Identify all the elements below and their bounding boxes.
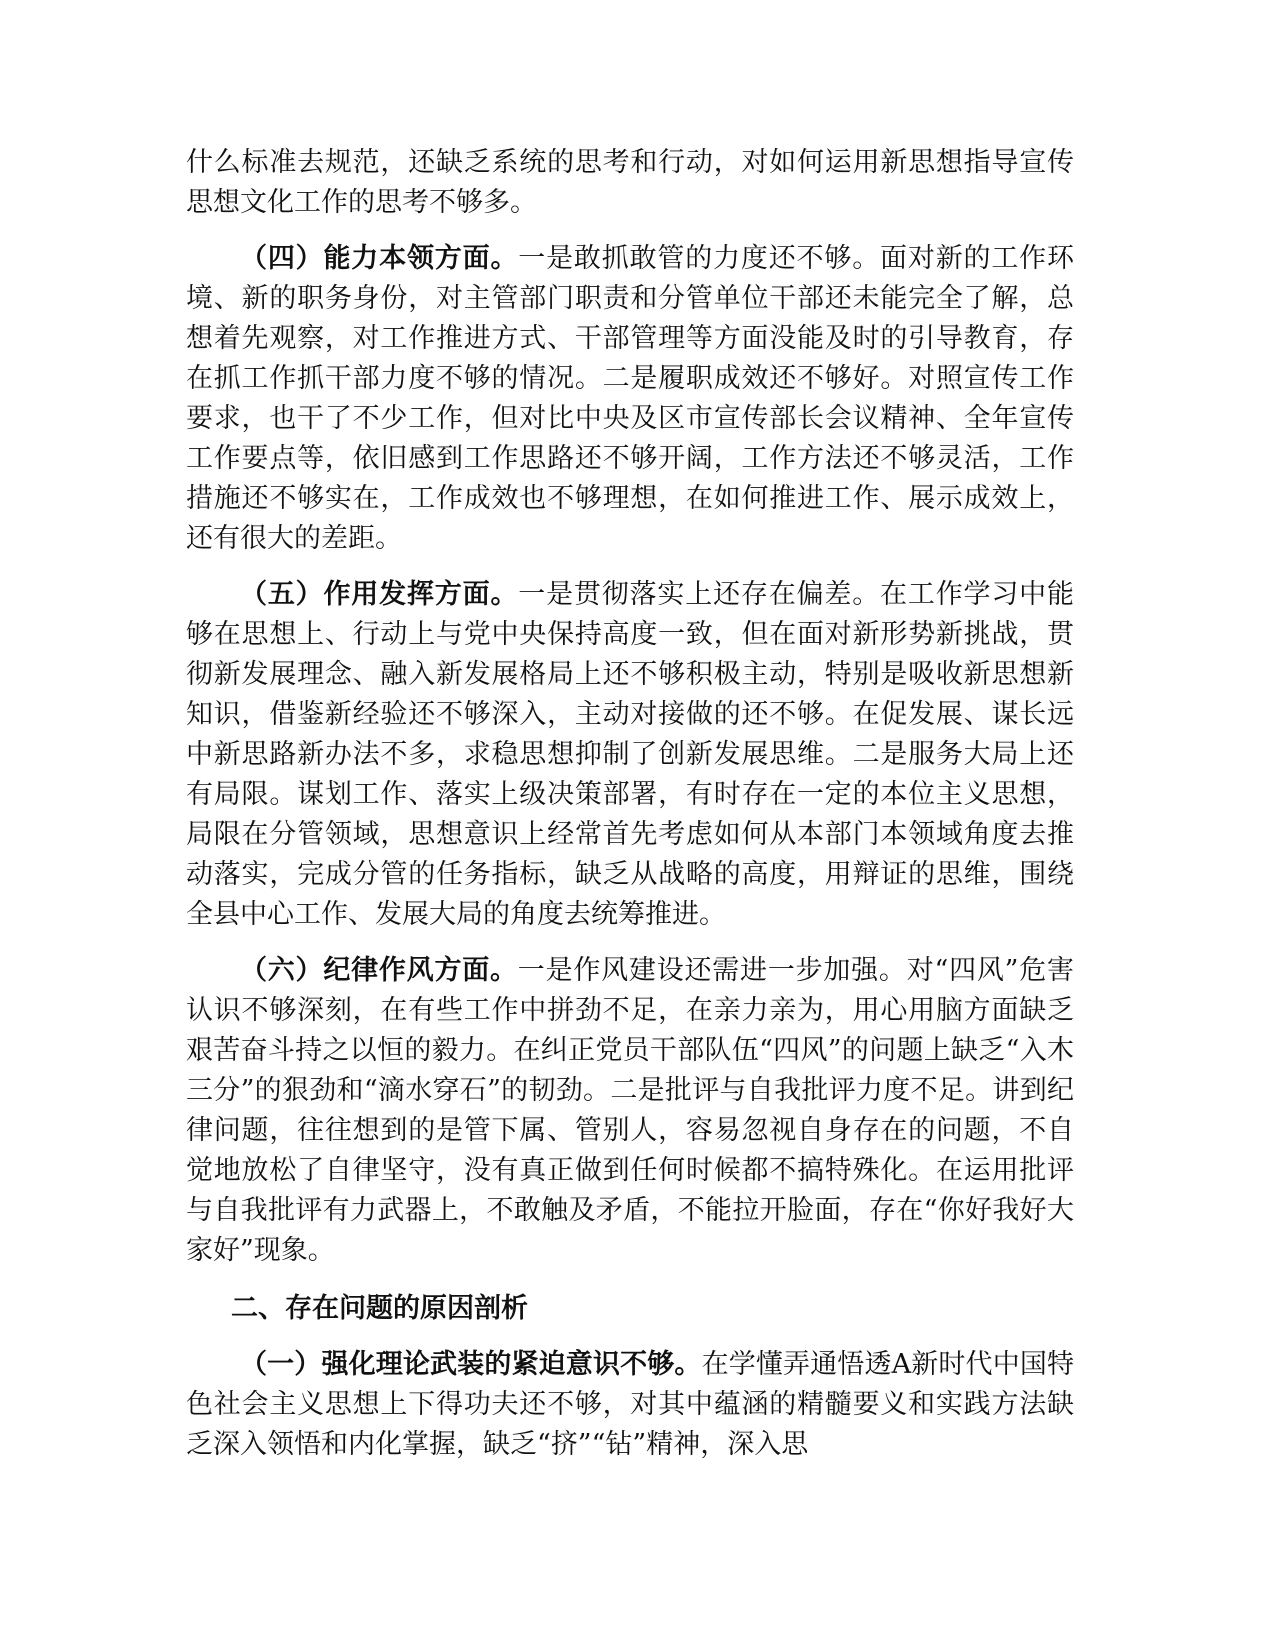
paragraph-text: 什么标准去规范，还缺乏系统的思考和行动，对如何运用新思想指导宣传思想文化工作的思考不够多。 <box>186 147 1074 218</box>
paragraph-lead: （四）能力本领方面。 <box>240 243 519 274</box>
paragraph-discipline <box>186 951 1074 1271</box>
paragraph-text: 一是敢抓敢管的力度还不够。面对新的工作环境、新的职务身份，对主管部门职责和分管单位干部还未能完全了解，总想着先观察，对工作推进方式、干部管理等方面没能及时的引导教育，存在抓工作抓干部力度不够的情况。二是履职成效还不够好。对照宣传工作要求，也干了不少工作，但对比中央及区市宣传部长会议精神、全年宣传工作要点等，依旧感到工作思路还不够开阔，工作方法还不够灵活，工作措施还不够实在，工作成效也不够理想，在如何推进工作、展示成效上，还有很大的差距。 <box>186 243 1075 554</box>
paragraph-continuation <box>186 143 1074 223</box>
paragraph-text: 一是贯彻落实上还存在偏差。在工作学习中能够在思想上、行动上与党中央保持高度一致，但在面对新形势新挑战，贯彻新发展理念、融入新发展格局上还不够积极主动，特别是吸收新思想新知识，借鉴新经验还不够深入，主动对接做的还不够。在促发展、谋长远中新思路新办法不多，求稳思想抑制了创新发展思维。二是服务大局上还有局限。谋划工作、落实上级决策部署，有时存在一定的本位主义思想，局限在分管领域，思想意识上经常首先考虑如何从本部门本领域角度去推动落实，完成分管的任务指标，缺乏从战略的高度，用辩证的思维，围绕全县中心工作、发展大局的角度去统筹推进。 <box>186 579 1075 930</box>
paragraph-theory <box>186 1345 1074 1465</box>
paragraph-lead: （一）强化理论武装的紧迫意识不够。 <box>240 1349 702 1380</box>
paragraph-text: 一是作风建设还需进一步加强。对“四风”危害认识不够深刻，在有些工作中拼劲不足，在亲力亲为，用心用脑方面缺乏艰苦奋斗持之以恒的毅力。在纠正党员干部队伍“四风”的问题上缺乏“入木三分”的狠劲和“滴水穿石”的韧劲。二是批评与自我批评力度不足。讲到纪律问题，往往想到的是管下属、管别人，容易忽视自身存在的问题，不自觉地放松了自律坚守，没有真正做到任何时候都不搞特殊化。在运用批评与自我批评有力武器上，不敢触及矛盾，不能拉开脸面，存在“你好我好大家好”现象。 <box>186 955 1074 1266</box>
paragraph-text: 在学懂弄通悟透A新时代中国特色社会主义思想上下得功夫还不够，对其中蕴涵的精髓要义和实践方法缺乏深入领悟和内化掌握，缺乏“挤”“钻”精神，深入思 <box>186 1349 1075 1460</box>
paragraph-lead: （五）作用发挥方面。 <box>240 579 519 610</box>
paragraph-lead: （六）纪律作风方面。 <box>240 955 518 986</box>
paragraph-ability <box>186 239 1074 559</box>
section-heading: 二、存在问题的原因剖析 <box>231 1293 528 1324</box>
document-page <box>186 143 1074 1465</box>
paragraph-role <box>186 575 1074 935</box>
